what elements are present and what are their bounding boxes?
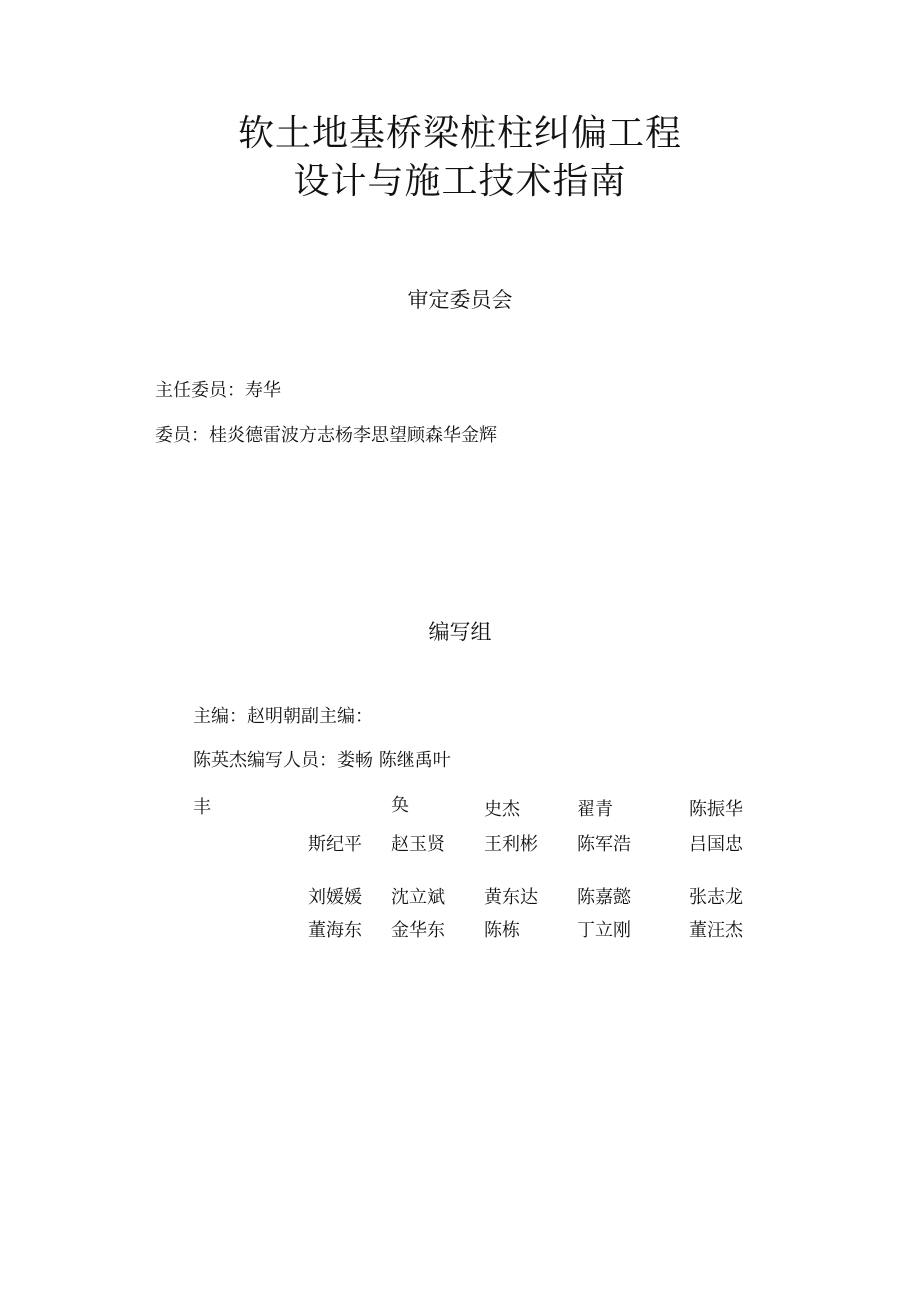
writer-name: 陈军浩 <box>577 834 631 855</box>
writer-name: 斯纪平 <box>308 834 362 855</box>
committee-chair: 主任委员：寿华 <box>155 380 281 401</box>
writer-name: 陈栋 <box>484 920 520 941</box>
writer-name: 董海东 <box>308 920 362 941</box>
writer-name: 金华东 <box>391 920 445 941</box>
editors-line: 主编：赵明朝副主编： <box>193 706 373 727</box>
writer-name: 丁立刚 <box>577 920 631 941</box>
writer-name: 刘媛媛 <box>308 887 362 908</box>
writer-name: 张志龙 <box>689 887 743 908</box>
writer-name: 陈嘉懿 <box>577 887 631 908</box>
writer-name: 沈立斌 <box>391 887 445 908</box>
writer-name: 董汪杰 <box>689 920 743 941</box>
committee-members: 委员：桂炎德雷波方志杨李思望顾森华金辉 <box>155 425 497 446</box>
writers-line: 陈英杰编写人员：娄畅 陈继禹叶 <box>193 750 451 771</box>
committee-heading: 审定委员会 <box>407 288 513 312</box>
writer-name: 史杰 <box>484 799 520 820</box>
writer-name: 赵玉贤 <box>391 834 445 855</box>
writer-name: 翟青 <box>577 799 613 820</box>
writer-name: 陈振华 <box>689 799 743 820</box>
document-title-line-2: 设计与施工技术指南 <box>293 161 627 202</box>
writing-group-heading: 编写组 <box>428 620 492 644</box>
writer-name: 奂 <box>391 795 409 816</box>
writer-name: 丰 <box>193 797 211 818</box>
writer-name: 吕国忠 <box>689 834 743 855</box>
writer-name: 王利彬 <box>484 834 538 855</box>
writer-name: 黄东达 <box>484 887 538 908</box>
document-title-line-1: 软土地基桥梁桩柱纠偏工程 <box>237 113 682 154</box>
